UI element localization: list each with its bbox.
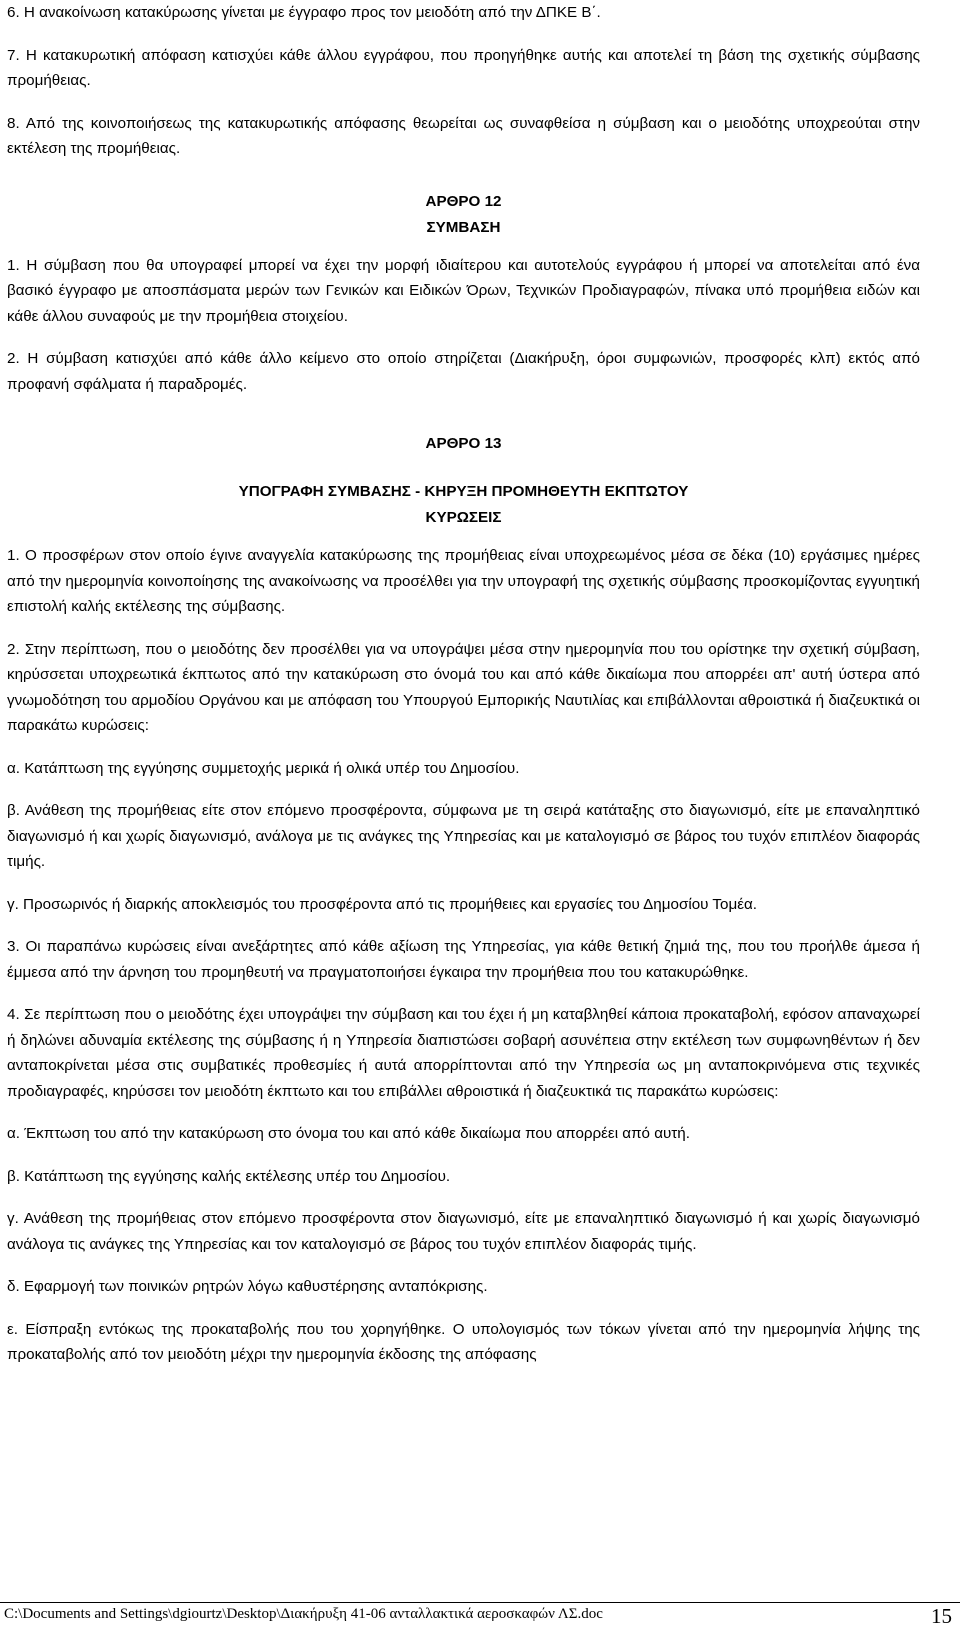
article-13-title-line1: ΥΠΟΓΡΑΦΗ ΣΥΜΒΑΣΗΣ - ΚΗΡΥΞΗ ΠΡΟΜΗΘΕΥΤΗ ΕΚΠΤΩΤΟΥ [238, 483, 689, 500]
article-13-item-4d: δ. Εφαρμογή των ποινικών ρητρών λόγω καθυστέρησης ανταπόκρισης. [7, 1278, 488, 1295]
article-13-paragraph-4: 4. Σε περίπτωση που ο μειοδότης έχει υπογράψει την σύμβαση και του έχει ή μη καταβληθεί κάποια προκαταβολή, εφόσον απαναχωρεί ή δηλώνει αδυναμία εκτέλεσης της σύμβασης ή η Υπηρεσία διαπιστώσει σοβαρή ασυνέπεια στην εκτέλεση των συμφωνηθέντων ή δεν ανταποκρίνεται μέσα στις συμβατικές προθεσμίες ή αυτά απορρίπτονται από την Υπηρεσία ως μη ανταποκρινόμενα στις τεχνικές προδιαγραφές, κηρύσσει τον μειοδότη έκπτωτο και του επιβάλλει αθροιστικά ή διαζευκτικά τις παρακάτω κυρώσεις: [7, 1006, 920, 1100]
article-13-number: ΑΡΘΡΟ 13 [425, 435, 502, 452]
article-13-item-2b: β. Ανάθεση της προμήθειας είτε στον επόμενο προσφέροντα, σύμφωνα με τη σειρά κατάταξης στο διαγωνισμό, είτε με επαναληπτικό διαγωνισμό ή και χωρίς διαγωνισμό, ανάλογα με τις ανάγκες της Υπηρεσίας και με καταλογισμό σε βάρος του τυχόν επιπλέον διαφοράς τιμής. [7, 802, 920, 870]
article-13-item-4a: α. Έκπτωση του από την κατακύρωση στο όνομα του και από κάθε δικαίωμα που απορρέει από αυτή. [7, 1125, 690, 1142]
article-13-item-4c: γ. Ανάθεση της προμήθειας στον επόμενο προσφέροντα στον διαγωνισμό, είτε με επαναληπτικό διαγωνισμό ή και χωρίς διαγωνισμό ανάλογα τις ανάγκες της Υπηρεσίας και τον καταλογισμό σε βάρος του τυχόν επιπλέον διαφοράς τιμής. [7, 1210, 920, 1253]
article-12-paragraph-1: 1. Η σύμβαση που θα υπογραφεί μπορεί να έχει την μορφή ιδιαίτερου και αυτοτελούς εγγράφου ή μπορεί να αποτελείται από ένα βασικό έγγραφο με αποσπάσματα μερών των Γενικών και Ειδικών Όρων, Τεχνικών Προδιαγραφών, πίνακα υπό προμήθεια ειδών και κάθε άλλου συναφούς με την προμήθεια στοιχείου. [7, 256, 920, 325]
article-13-item-2c: γ. Προσωρινός ή διαρκής αποκλεισμός του προσφέροντα από τις προμήθειες και εργασίες του Δημοσίου Τομέα. [7, 895, 757, 913]
article-13-item-4b: β. Κατάπτωση της εγγύησης καλής εκτέλεσης υπέρ του Δημοσίου. [7, 1167, 451, 1185]
article-13-paragraph-2: 2. Στην περίπτωση, που ο μειοδότης δεν προσέλθει για να υπογράψει μέσα στην ημερομηνία που του ορίστηκε την σχετική σύμβαση, κηρύσσεται υποχρεωτικά έκπτωτος από την κατακύρωση στο όνομά του και από κάθε δικαίωμα που απορρέει απ' αυτή ύστερα από γνωμοδότηση του αρμοδίου Οργάνου και με απόφαση του Υπουργού Εμπορικής Ναυτιλίας και επιβάλλονται αθροιστικά ή διαζευκτικά οι παρακάτω κυρώσεις: [7, 640, 920, 734]
article-13-title-line2: ΚΥΡΩΣΕΙΣ [425, 509, 502, 526]
article-13-item-4e: ε. Είσπραξη εντόκως της προκαταβολής που του χορηγήθηκε. Ο υπολογισμός των τόκων γίνεται από την ημερομηνία λήψης της προκαταβολής από τον μειοδότη μέχρι την ημερομηνία έκδοσης της απόφασης [7, 1320, 920, 1363]
article-13-paragraph-1: 1. Ο προσφέρων στον οποίο έγινε αναγγελία κατακύρωσης της προμήθειας είναι υποχρεωμένος μέσα σε δέκα (10) εργάσιμες ημέρες από την ημερομηνία κοινοποίησης της ανακοίνωσης να προσέλθει για την υπογραφή της σχετικής σύμβασης προσκομίζοντας εγγυητική επιστολή καλής εκτέλεσης της σύμβασης. [7, 547, 920, 615]
paragraph-6: 6. Η ανακοίνωση κατακύρωσης γίνεται με έγγραφο προς τον μειοδότη από την ΔΠΚΕ Β΄. [7, 4, 601, 21]
article-12-title: ΣΥΜΒΑΣΗ [426, 218, 501, 236]
footer-file-path: C:\Documents and Settings\dgiourtz\Desktop\Διακήρυξη 41-06 ανταλλακτικά αεροσκαφών ΛΣ.doc [4, 1606, 603, 1622]
paragraph-8: 8. Από της κοινοποιήσεως της κατακυρωτικής απόφασης θεωρείται ως συναφθείσα η σύμβαση και ο μειοδότης υποχρεούται στην εκτέλεση της προμήθειας. [7, 114, 920, 157]
paragraph-7: 7. Η κατακυρωτική απόφαση κατισχύει κάθε άλλου εγγράφου, που προηγήθηκε αυτής και αποτελεί τη βάση της σχετικής σύμβασης προμήθειας. [7, 46, 920, 89]
article-12-number: ΑΡΘΡΟ 12 [425, 192, 502, 210]
article-12-paragraph-2: 2. Η σύμβαση κατισχύει από κάθε άλλο κείμενο στο οποίο στηρίζεται (Διακήρυξη, όροι συμφωνιών, προσφορές κλπ) εκτός από προφανή σφάλματα ή παραδρομές. [7, 350, 920, 393]
article-13-item-2a: α. Κατάπτωση της εγγύησης συμμετοχής μερικά ή ολικά υπέρ του Δημοσίου. [7, 759, 520, 777]
page-number: 15 [931, 1604, 952, 1628]
footer-divider [0, 1602, 960, 1603]
document-page [7, 0, 920, 1368]
article-13-paragraph-3: 3. Οι παραπάνω κυρώσεις είναι ανεξάρτητες από κάθε αξίωση της Υπηρεσίας, για κάθε θετική ζημιά της, που του προήλθε άμεσα ή έμμεσα από την άρνηση του προμηθευτή να πραγματοποιήσει έγκαιρα την προμήθεια που του κατακυρώθηκε. [7, 938, 920, 981]
